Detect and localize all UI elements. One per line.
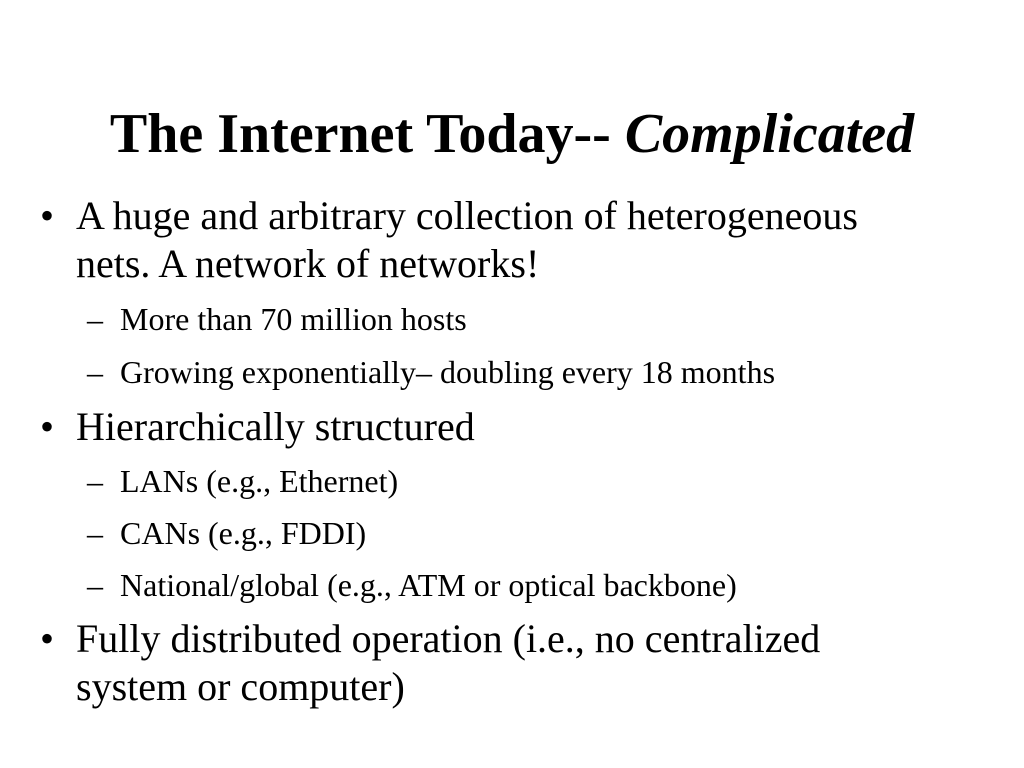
sub-bullet-item: [32, 513, 992, 553]
bullet-icon: •: [39, 193, 54, 238]
bullet-icon: •: [39, 404, 54, 449]
slide-title: [0, 100, 1024, 168]
sub-bullet-item: [32, 352, 992, 392]
bullet-text-line: Fully distributed operation (i.e., no centralized: [76, 616, 821, 661]
bullet-item: [32, 192, 992, 288]
dash-icon: –: [87, 354, 103, 390]
sub-bullet-text: LANs (e.g., Ethernet): [120, 463, 399, 499]
slide-title-main: The Internet Today--: [109, 103, 611, 165]
slide-body: [32, 192, 992, 711]
bullet-icon: •: [39, 616, 54, 661]
sub-bullet-text: National/global (e.g., ATM or optical backbone): [120, 567, 737, 603]
bullet-text-line: nets. A network of networks!: [76, 241, 540, 286]
bullet-text-line: A huge and arbitrary collection of heterogeneous: [76, 193, 858, 238]
sub-bullet-item: [32, 299, 992, 339]
sub-bullet-item: [32, 461, 992, 501]
sub-bullet-text: CANs (e.g., FDDI): [120, 515, 367, 551]
sub-bullet-item: [32, 565, 992, 605]
bullet-text-line: system or computer): [76, 664, 405, 709]
sub-bullet-text: More than 70 million hosts: [120, 301, 467, 337]
dash-icon: –: [87, 463, 103, 499]
bullet-item: [32, 615, 992, 711]
bullet-text: Hierarchically structured: [76, 404, 475, 449]
slide-title-emphasis: Complicated: [624, 103, 915, 165]
dash-icon: –: [87, 567, 103, 603]
dash-icon: –: [87, 301, 103, 337]
sub-bullet-text: Growing exponentially– doubling every 18 months: [120, 354, 776, 390]
dash-icon: –: [87, 515, 103, 551]
bullet-item: [32, 403, 992, 451]
